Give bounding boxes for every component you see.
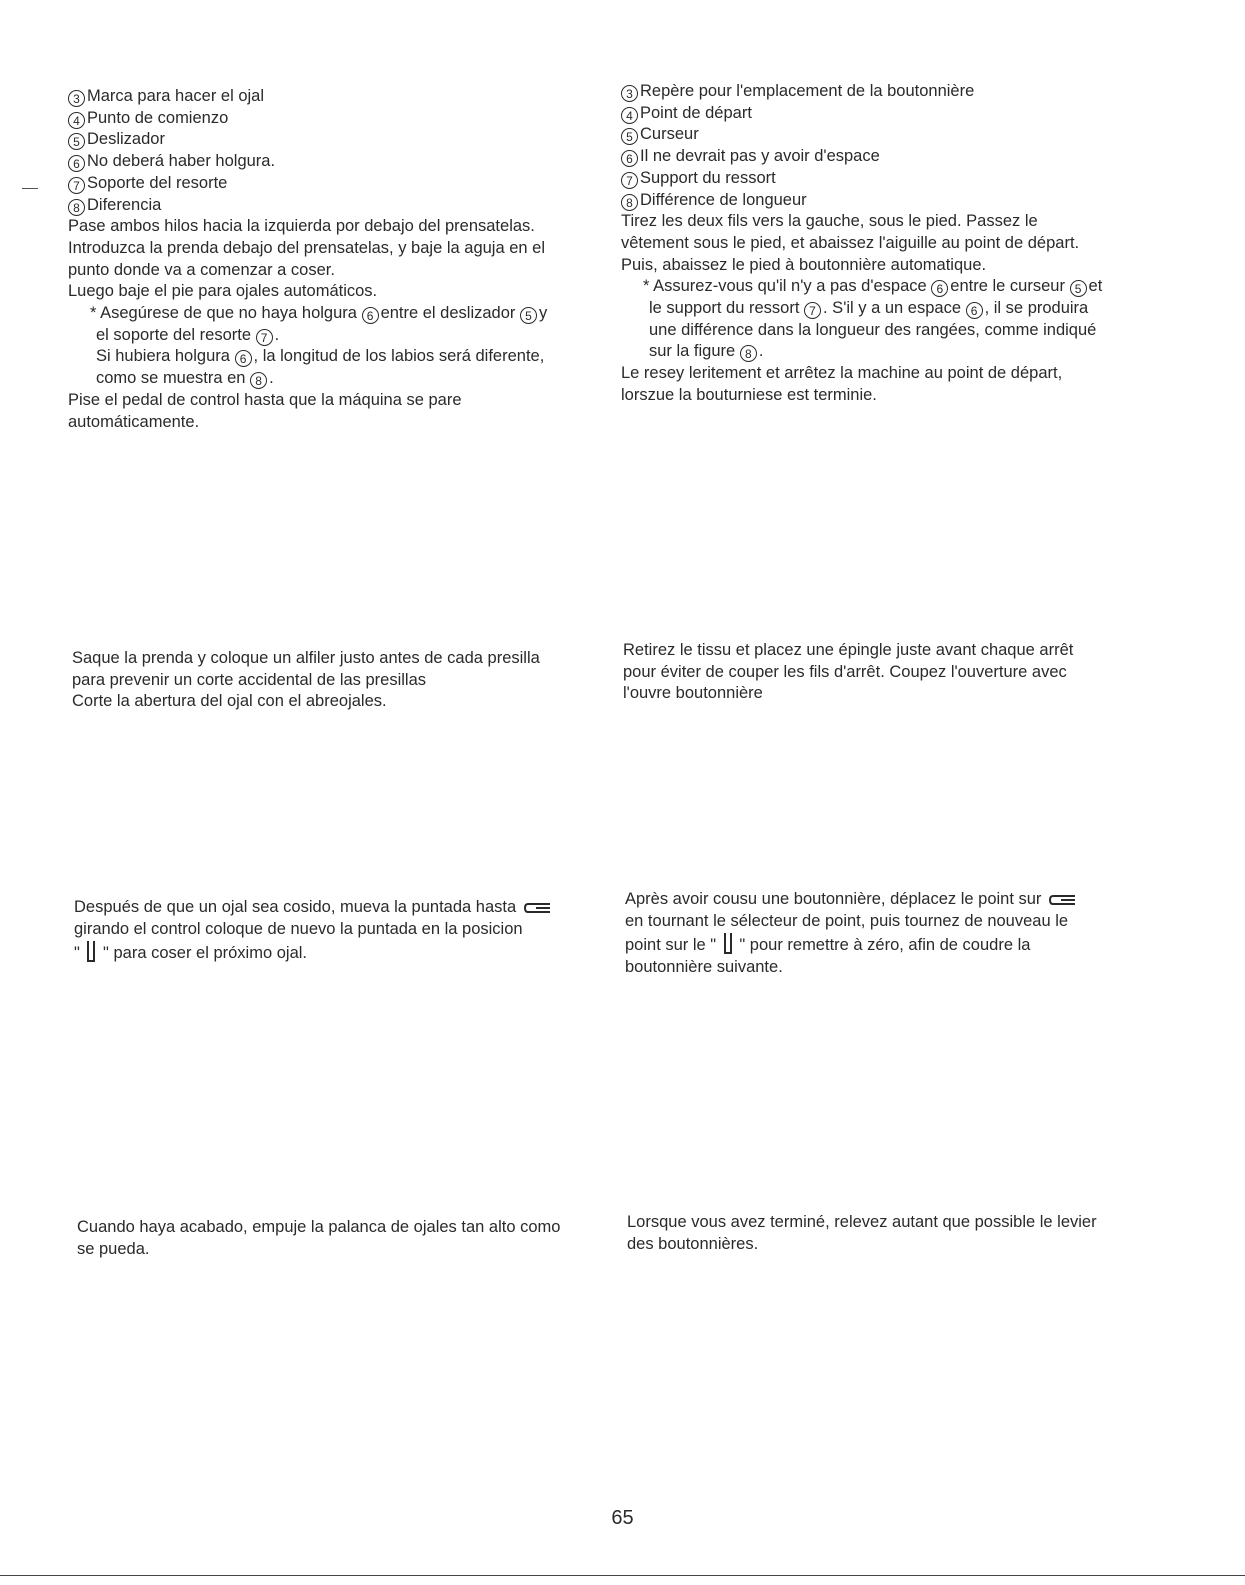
paragraph-line: punto donde va a comenzar a coser. <box>68 260 335 279</box>
bottom-rule <box>0 1575 1245 1576</box>
paragraph-line: Luego baje el pie para ojales automáticos. <box>68 282 378 301</box>
paragraph-line: Retirez le tissu et placez une épingle juste avant chaque arrêt <box>623 641 1074 659</box>
paragraph-line: vêtement sous le pied, et abaissez l'aiguille au point de départ. <box>621 233 1080 252</box>
circled-number: 6 <box>235 350 252 367</box>
paragraph-line: en tournant le sélecteur de point, puis tournez de nouveau le <box>625 911 1069 930</box>
paragraph-line: lorszue la bouturniese est terminie. <box>621 385 877 404</box>
legend-item: 7 Soporte del resorte <box>68 173 547 195</box>
legend-list-es <box>68 86 547 216</box>
circled-number: 4 <box>621 107 638 124</box>
legend-item: 6 Il ne devrait pas y avoir d'espace <box>621 146 1102 168</box>
note-line: como se muestra en 8 . <box>96 369 274 389</box>
paragraph-line: Pase ambos hilos hacia la izquierda por debajo del prensatelas. <box>68 217 535 236</box>
legend-item: 6 No deberá haber holgura. <box>68 151 547 173</box>
paragraph-line: Introduzca la prenda debajo del prensatelas, y baje la aguja en el <box>68 238 546 257</box>
paragraph-line: Saque la prenda y coloque un alfiler justo antes de cada presilla <box>72 649 540 667</box>
section2-spanish <box>72 648 540 713</box>
legend-item: 3 Repère pour l'emplacement de la boutonnière <box>621 81 1102 103</box>
section1-spanish <box>68 86 547 433</box>
margin-mark <box>22 188 38 189</box>
straight-stitch-icon <box>723 932 733 954</box>
paragraph-line: point sur le " " pour remettre à zéro, afin de coudre la <box>625 932 1080 957</box>
circled-number: 6 <box>966 302 983 319</box>
straight-stitch-icon <box>86 940 96 962</box>
paragraph-line: boutonnière suivante. <box>625 958 783 977</box>
section4-spanish <box>77 1217 560 1260</box>
paragraph-line: se pueda. <box>77 1239 150 1258</box>
circled-number: 7 <box>621 172 638 189</box>
note-line: el soporte del resorte 7 . <box>96 325 280 345</box>
legend-item: 3 Marca para hacer el ojal <box>68 86 547 108</box>
legend-item: 4 Punto de comienzo <box>68 108 547 130</box>
circled-number: 6 <box>621 150 638 167</box>
note-line: le support du ressort 7 . S'il y a un espace 6 , il se produira <box>649 299 1089 319</box>
circled-number: 8 <box>250 372 267 389</box>
circled-number: 6 <box>362 307 379 324</box>
legend-item: 7 Support du ressort <box>621 168 1102 190</box>
paragraph-line: Le resey leritement et arrêtez la machine au point de départ, <box>621 364 1063 383</box>
note-line: sur la figure 8 . <box>649 342 764 362</box>
buttonhole-stitch-icon <box>1049 894 1077 906</box>
section4-french <box>627 1212 1097 1255</box>
paragraph-line: Tirez les deux fils vers la gauche, sous le pied. Passez le <box>621 212 1038 231</box>
circled-number: 5 <box>621 128 638 145</box>
legend-item: 4 Point de départ <box>621 103 1102 125</box>
paragraph-line: pour éviter de couper les fils d'arrêt. Coupez l'ouverture avec <box>623 662 1067 681</box>
circled-number: 8 <box>68 199 85 216</box>
note-line: Si hubiera holgura 6 , la longitud de los labios será diferente, <box>96 347 545 367</box>
note-line: * Assurez-vous qu'il n'y a pas d'espace 6 entre le curseur 5 et <box>643 277 1103 297</box>
circled-number: 5 <box>1070 280 1087 297</box>
circled-number: 7 <box>68 177 85 194</box>
note-line: * Asegúrese de que no haya holgura 6 entre el deslizador 5 y <box>90 304 548 324</box>
section2-french <box>623 640 1073 705</box>
note-line: une différence dans la longueur des rangées, comme indiqué <box>649 320 1097 339</box>
legend-item: 5 Curseur <box>621 124 1102 146</box>
circled-number: 6 <box>931 280 948 297</box>
circled-number: 5 <box>520 307 537 324</box>
legend-list-fr <box>621 81 1102 211</box>
paragraph-line: l'ouvre boutonnière <box>623 684 763 703</box>
legend-item: 5 Deslizador <box>68 129 547 151</box>
paragraph-line: Pise el pedal de control hasta que la máquina se pare <box>68 390 462 409</box>
circled-number: 7 <box>256 329 273 346</box>
page-number: 65 <box>611 1507 634 1529</box>
legend-item: 8 Diferencia <box>68 195 547 217</box>
circled-number: 7 <box>804 302 821 319</box>
paragraph-line: Après avoir cousu une boutonnière, déplacez le point sur <box>625 889 1080 911</box>
circled-number: 3 <box>68 90 85 107</box>
circled-number: 8 <box>621 194 638 211</box>
circled-number: 6 <box>68 155 85 172</box>
section3-french <box>625 889 1080 979</box>
paragraph-line: Cuando haya acabado, empuje la palanca de ojales tan alto como <box>77 1218 561 1236</box>
circled-number: 3 <box>621 85 638 102</box>
paragraph-line: des boutonnières. <box>627 1234 759 1253</box>
section3-spanish <box>74 897 555 965</box>
circled-number: 4 <box>68 112 85 129</box>
paragraph-line: Después de que un ojal sea cosido, mueva la puntada hasta <box>74 897 555 919</box>
section1-french <box>621 81 1102 407</box>
paragraph-line: " " para coser el próximo ojal. <box>74 940 555 965</box>
buttonhole-stitch-icon <box>524 902 552 914</box>
circled-number: 5 <box>68 133 85 150</box>
circled-number: 8 <box>740 345 757 362</box>
paragraph-line: automáticamente. <box>68 412 200 431</box>
paragraph-line: para prevenir un corte accidental de las presillas <box>72 670 427 689</box>
paragraph-line: Puis, abaissez le pied à boutonnière automatique. <box>621 255 987 274</box>
paragraph-line: Corte la abertura del ojal con el abreojales. <box>72 692 387 711</box>
paragraph-line: Lorsque vous avez terminé, relevez autant que possible le levier <box>627 1213 1097 1231</box>
legend-item: 8 Différence de longueur <box>621 190 1102 212</box>
paragraph-line: girando el control coloque de nuevo la puntada en la posicion <box>74 919 523 938</box>
